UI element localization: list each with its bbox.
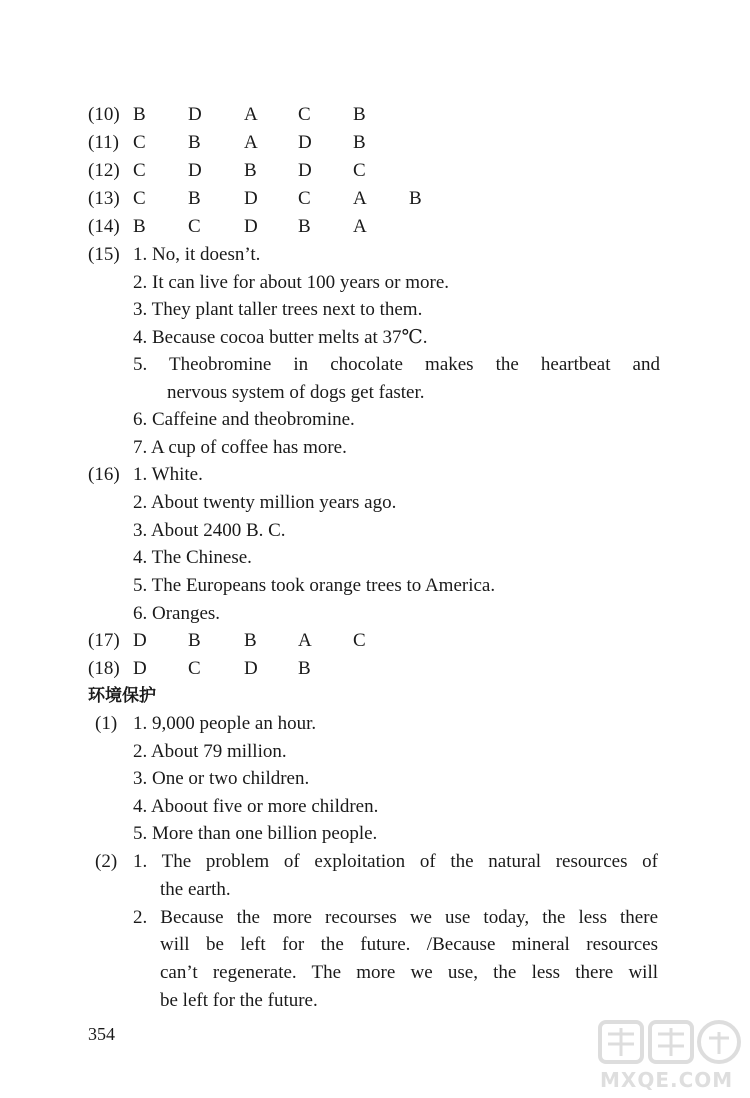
answer-option: B: [244, 160, 257, 181]
answer-option: B: [188, 132, 201, 153]
answer-option: A: [353, 188, 367, 209]
answer-option: D: [133, 658, 147, 679]
answer-line: 1. The problem of exploitation of the natural resources of: [133, 851, 658, 872]
answer-line: 3. One or two children.: [133, 768, 310, 789]
answer-line: 1. White.: [133, 464, 203, 485]
answer-option: B: [353, 132, 366, 153]
answer-option: D: [298, 160, 312, 181]
answer-line: 2. It can live for about 100 years or more.: [133, 272, 450, 293]
answer-option: C: [133, 160, 146, 181]
answer-line-continued: will be left for the future. /Because mineral resources: [160, 934, 658, 955]
answer-line: 5. More than one billion people.: [133, 823, 378, 844]
question-label: (16): [88, 464, 120, 485]
answer-option: C: [133, 132, 146, 153]
answer-line: 1. 9,000 people an hour.: [133, 713, 317, 734]
watermark-logo: [594, 1014, 744, 1094]
answer-option: C: [188, 216, 201, 237]
answer-line-continued: can’t regenerate. The more we use, the less there will: [160, 962, 658, 983]
answer-option: B: [188, 630, 201, 651]
answer-option: D: [188, 160, 202, 181]
answer-line-continued: nervous system of dogs get faster.: [167, 382, 425, 403]
answer-option: B: [353, 104, 366, 125]
answer-option: D: [244, 216, 258, 237]
answer-line: 6. Oranges.: [133, 603, 221, 624]
answer-option: C: [188, 658, 201, 679]
answer-line: 3. About 2400 B. C.: [133, 520, 286, 541]
answer-option: C: [353, 630, 366, 651]
answer-option: B: [133, 216, 146, 237]
question-label: (10): [88, 104, 120, 125]
answer-line: 7. A cup of coffee has more.: [133, 437, 347, 458]
answer-line: 2. Because the more recourses we use today, the less there: [133, 907, 658, 928]
answer-line: 4. Aboout five or more children.: [133, 796, 379, 817]
question-label: (15): [88, 244, 120, 265]
answer-option: D: [188, 104, 202, 125]
answer-line: 2. About twenty million years ago.: [133, 492, 397, 513]
question-label: (12): [88, 160, 120, 181]
section-heading: 环境保护: [88, 686, 156, 706]
answer-option: B: [188, 188, 201, 209]
question-label: (17): [88, 630, 120, 651]
question-label: (11): [88, 132, 119, 153]
answer-option: C: [298, 104, 311, 125]
answer-option: A: [244, 132, 258, 153]
answer-line-continued: be left for the future.: [160, 990, 318, 1011]
question-label: (2): [95, 851, 118, 872]
answer-option: C: [353, 160, 366, 181]
answer-option: B: [133, 104, 146, 125]
watermark-emblem-icon: [594, 1014, 744, 1070]
question-label: (13): [88, 188, 120, 209]
question-label: (18): [88, 658, 120, 679]
watermark-text: MXQE.COM: [600, 1068, 734, 1092]
answer-option: B: [409, 188, 422, 209]
answer-line: 6. Caffeine and theobromine.: [133, 409, 355, 430]
question-label: (14): [88, 216, 120, 237]
answer-option: A: [298, 630, 312, 651]
answer-option: C: [298, 188, 311, 209]
page-number: 354: [88, 1024, 115, 1044]
question-label: (1): [95, 713, 118, 734]
answer-line: 4. Because cocoa butter melts at 37℃.: [133, 327, 428, 348]
answer-option: D: [244, 658, 258, 679]
answer-option: D: [298, 132, 312, 153]
answer-option: B: [298, 658, 311, 679]
answer-option: D: [244, 188, 258, 209]
answer-line: 2. About 79 million.: [133, 741, 287, 762]
answer-option: C: [133, 188, 146, 209]
answer-option: B: [298, 216, 311, 237]
answer-line: 5. The Europeans took orange trees to America.: [133, 575, 496, 596]
answer-option: B: [244, 630, 257, 651]
answer-option: D: [133, 630, 147, 651]
answer-option: A: [353, 216, 367, 237]
answer-option: A: [244, 104, 258, 125]
answer-line: 5. Theobromine in chocolate makes the heartbeat and: [133, 354, 660, 375]
answer-line-continued: the earth.: [160, 879, 231, 900]
answer-line: 1. No, it doesn’t.: [133, 244, 261, 265]
answer-line: 4. The Chinese.: [133, 547, 252, 568]
answer-line: 3. They plant taller trees next to them.: [133, 299, 423, 320]
